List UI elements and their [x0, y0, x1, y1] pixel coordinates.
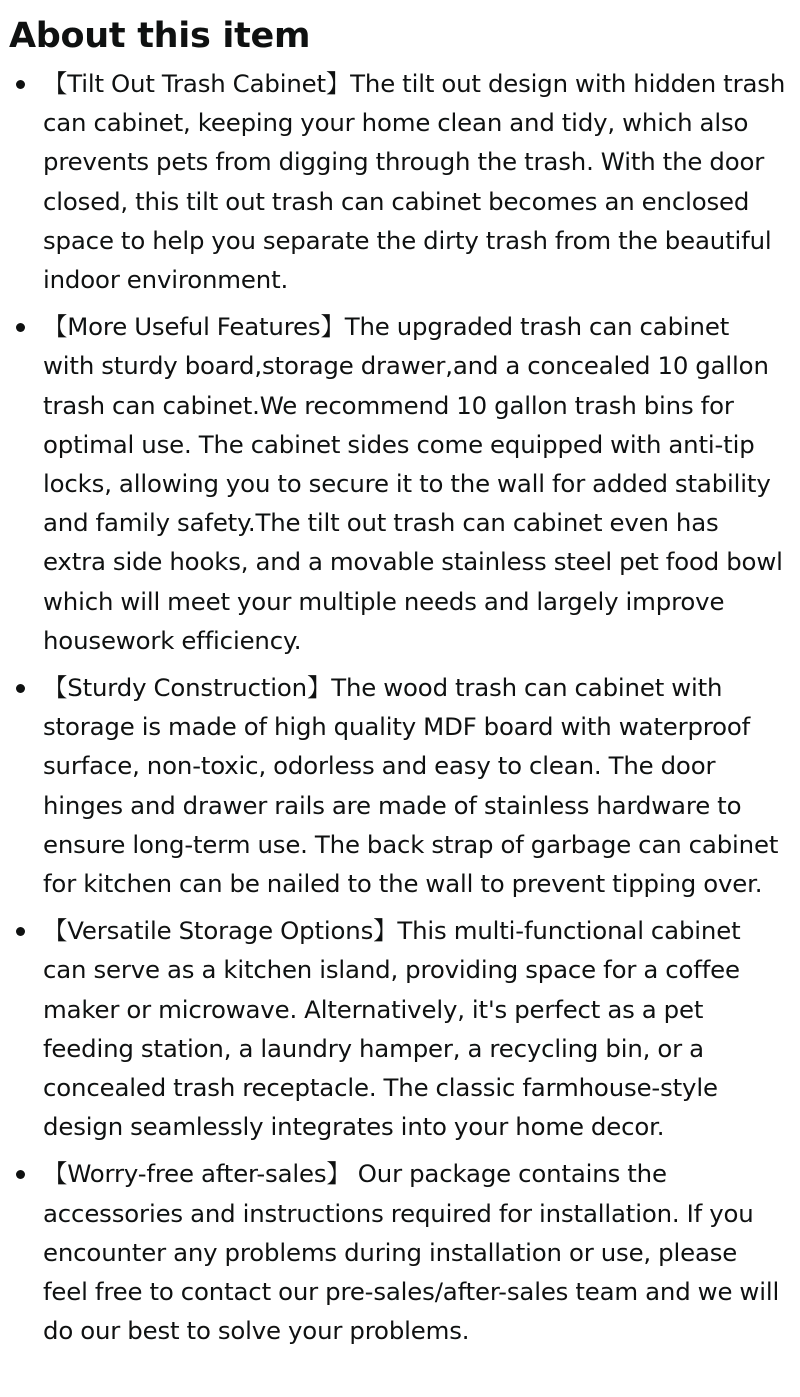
feature-bullet-text: 【Worry-free after-sales】 Our package contains the accessories and instructions required for installation. If you encounter any problems during installation or use, please feel free to contact our pre-sales/after-sales team and we will do our best to solve your problems. — [43, 1159, 780, 1346]
bullet-dot-icon — [16, 80, 25, 89]
feature-bullet-text: 【Versatile Storage Options】This multi-functional cabinet can serve as a kitchen island, providing space for a coffee maker or microwave. Alternatively, it's perfect as a pet feeding station, a laundry hamper, a recycling bin, or a concealed trash receptacle. The classic farmhouse-style design seamlessly integrates into your home decor. — [43, 916, 741, 1142]
feature-bullet — [9, 668, 786, 903]
feature-bullet-text: 【Sturdy Construction】The wood trash can cabinet with storage is made of high quality MDF board with waterproof surface, non-toxic, odorless and easy to clean. The door hinges and drawer rails are made of stainless hardware to ensure long-term use. The back strap of garbage can cabinet for kitchen can be nailed to the wall to prevent tipping over. — [43, 673, 779, 899]
bullet-dot-icon — [16, 927, 25, 936]
bullet-dot-icon — [16, 1170, 25, 1179]
feature-bullet-list — [9, 64, 786, 1351]
bullet-dot-icon — [16, 684, 25, 693]
feature-bullet-text: 【Tilt Out Trash Cabinet】The tilt out design with hidden trash can cabinet, keeping your home clean and tidy, which also prevents pets from digging through the trash. With the door closed, this tilt out trash can cabinet becomes an enclosed space to help you separate the dirty trash from the beautiful indoor environment. — [43, 69, 786, 295]
feature-bullet — [9, 307, 786, 660]
bullet-dot-icon — [16, 323, 25, 332]
feature-bullet-text: 【More Useful Features】The upgraded trash can cabinet with sturdy board,storage drawer,and a concealed 10 gallon trash can cabinet.We recommend 10 gallon trash bins for optimal use. The cabinet sides come equipped with anti-tip locks, allowing you to secure it to the wall for added stability and family safety.The tilt out trash can cabinet even has extra side hooks, and a movable stainless steel pet food bowl which will meet your multiple needs and largely improve housework efficiency. — [43, 312, 783, 655]
section-heading: About this item — [9, 16, 311, 56]
feature-bullet — [9, 911, 786, 1146]
feature-bullet — [9, 64, 786, 299]
feature-bullet — [9, 1154, 786, 1350]
